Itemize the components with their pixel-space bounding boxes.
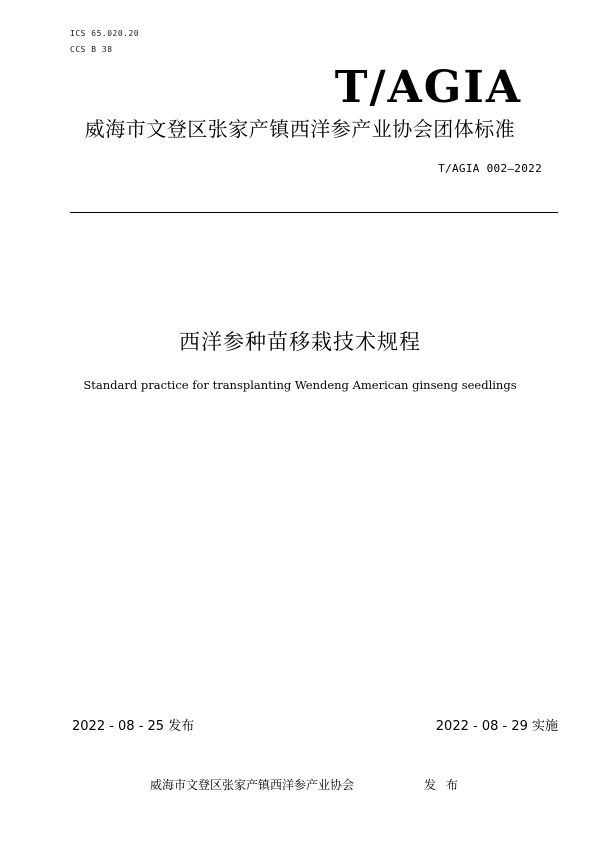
publisher-name: 威海市文登区张家产镇西洋参产业协会 [150, 778, 355, 792]
publish-label: 发布 [424, 778, 469, 792]
standard-type-title: 威海市文登区张家产镇西洋参产业协会团体标准 [84, 117, 516, 141]
header-divider [70, 212, 558, 213]
organization-code: T/AGIA [334, 62, 522, 113]
ccs-code: CCS B 38 [70, 45, 113, 54]
issue-date: 2022 - 08 - 25 发布 [72, 719, 195, 734]
standard-number: T/AGIA 002—2022 [438, 162, 542, 175]
document-title-english: Standard practice for transplanting Wendeng American ginseng seedlings [83, 378, 517, 392]
ics-code: ICS 65.020.20 [70, 29, 140, 38]
implementation-date: 2022 - 08 - 29 实施 [435, 719, 558, 734]
document-title-chinese: 西洋参种苗移栽技术规程 [179, 330, 421, 354]
